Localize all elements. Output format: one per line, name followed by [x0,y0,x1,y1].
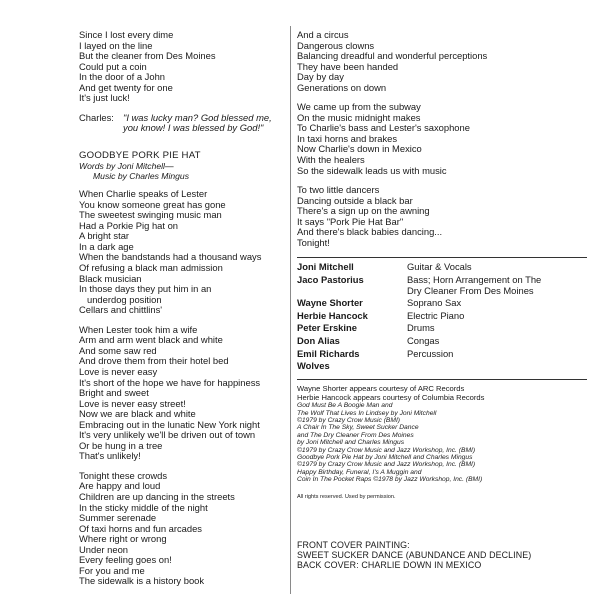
personnel-row [297,323,587,334]
musician-instrument: Electric Piano [407,309,465,321]
personnel-row [297,311,587,322]
lyric-line: It's just luck! [79,92,130,104]
lyric-line: In taxi horns and brakes [297,132,398,144]
left-stanza-3 [79,325,284,462]
cover-line: BACK COVER: CHARLIE DOWN IN MEXICO [297,560,482,571]
lyric-line: Dangerous clowns [297,39,375,51]
personnel-row [297,298,587,309]
musician-name: Wayne Shorter [297,297,363,309]
lyric-line: Love is never easy street! [79,397,186,409]
lyric-line: Now Charlie's down in Mexico [297,143,422,155]
personnel-row [297,361,587,372]
lyric-line: In the door of a John [79,71,166,83]
left-stanza-4 [79,471,284,587]
lyric-line: Love is never easy [79,365,158,377]
quote-speaker: Charles: [79,111,114,123]
lyric-line: So the sidewalk leads us with music [297,164,447,176]
musician-instrument: Percussion [407,347,454,359]
rights-notice: All rights reserved. Used by permission. [297,493,396,500]
personnel-row [297,275,587,296]
lyric-line: Since I lost every dime [79,29,174,40]
credit-music: Music by Charles Mingus [93,170,189,181]
musician-name: Peter Erskine [297,322,357,334]
lyric-line: They have been handed [297,60,399,72]
courtesy-line: Herbie Hancock appears courtesy of Columbia Records [297,392,485,402]
courtesy-rule [297,379,587,380]
lyric-line: Or be hung in a tree [79,439,163,451]
lyric-line: Had a Porkie Pig hat on [79,219,179,231]
lyric-line: There's a sign up on the awning [297,205,430,217]
lyric-line: Cellars and chittlins' [79,304,163,316]
publishing-line: Coin In The Pocket Raps ©1978 by Jazz Workshop, Inc. (BMI) [297,476,483,484]
right-stanza-1 [297,30,587,93]
musician-instrument: Congas [407,334,440,346]
lyric-line: And some saw red [79,344,157,356]
musician-instrument: Guitar & Vocals [407,261,472,273]
left-stanza-2 [79,189,284,316]
publishing-line: by Joni Mitchell and Charles Mingus [297,439,405,447]
lyric-line: When Charlie speaks of Lester [79,188,208,200]
publishing-line: A Chair In The Sky, Sweet Sucker Dance [297,424,419,432]
cover-line: FRONT COVER PAINTING: [297,539,410,550]
lyric-line: Dancing outside a black bar [297,194,413,206]
musician-instrument: Soprano Sax [407,297,462,309]
lyric-line: We came up from the subway [297,101,421,113]
lyric-line: To Charlie's bass and Lester's saxophone [297,122,470,134]
lyric-line: But the cleaner from Des Moines [79,50,216,62]
lyric-line: With the healers [297,154,365,166]
lyric-line: For you and me [79,564,145,576]
musician-name: Don Alias [297,334,340,346]
lyric-line: It's very unlikely we'll be driven out of town [79,429,256,441]
personnel-list [297,262,587,371]
personnel-row [297,349,587,360]
lyric-line: Day by day [297,71,344,83]
musician-name: Joni Mitchell [297,261,354,273]
quote-text [123,113,272,134]
quote-line: you know! I was blessed by God!" [123,122,264,134]
lyric-line: A bright star [79,230,130,242]
quote-line: "I was lucky man? God blessed me, [123,111,272,123]
right-column [297,30,587,570]
lyric-line: Summer serenade [79,512,157,524]
lyric-line: Balancing dreadful and wonderful perceptions [297,50,488,62]
lyric-line: Generations on down [297,81,387,93]
lyric-line: And a circus [297,29,349,40]
courtesy-line: Wayne Shorter appears courtesy of ARC Records [297,383,465,393]
cover-line: SWEET SUCKER DANCE (ABUNDANCE AND DECLINE) [297,549,532,560]
lyric-line: When the bandstands had a thousand ways [79,251,262,263]
lyric-line: In a dark age [79,240,134,252]
publishing-line: and The Dry Cleaner From Des Moines [297,431,414,439]
lyric-line: Of taxi horns and fun arcades [79,522,202,534]
lyric-line: Of refusing a black man admission [79,262,223,274]
publishing-line: The Wolf That Lives In Lindsey by Joni Mitchell [297,409,437,417]
musician-name: Jaco Pastorius [297,273,364,285]
lyric-line: Embracing out in the lunatic New York night [79,418,260,430]
cover-credits [297,540,587,571]
courtesy-notes [297,384,587,402]
lyric-line: That's unlikely! [79,450,141,462]
publishing-line: ©1979 by Crazy Crow Music (BMI) [297,416,401,424]
lyric-line: underdog position [87,293,162,305]
left-stanza-1 [79,30,284,104]
column-divider [290,26,291,594]
lyric-line: And drove them from their hotel bed [79,355,229,367]
lyric-line: In the sticky middle of the night [79,501,208,513]
lyric-line: Black musician [79,272,142,284]
lyric-line: Arm and arm went black and white [79,334,223,346]
lyric-line: In those days they put him in an [79,283,212,295]
lyric-line: The sidewalk is a history book [79,575,205,587]
musician-instrument: Drums [407,322,435,334]
credit-words: Words by Joni Mitchell— [79,161,174,172]
song-title: GOODBYE PORK PIE HAT [79,150,201,162]
lyric-line: Now we are black and white [79,408,196,420]
musician-name: Emil Richards [297,347,360,359]
publishing-line: God Must Be A Boogie Man and [297,402,393,410]
left-column [79,30,284,596]
publishing-credits [297,402,587,483]
lyric-line: And there's black babies dancing... [297,226,443,238]
musician-name: Herbie Hancock [297,309,368,321]
lyric-line: It says "Pork Pie Hat Bar" [297,215,404,227]
right-stanza-3 [297,185,587,248]
lyric-line: It's short of the hope we have for happiness [79,376,261,388]
charles-quote [79,113,284,134]
publishing-line: ©1979 by Crazy Crow Music and Jazz Workshop, Inc. (BMI) [297,461,476,469]
lyric-line: Tonight these crowds [79,469,168,481]
lyric-line: Tonight! [297,236,330,248]
musician-instrument [407,361,557,372]
lyric-line: I layed on the line [79,39,153,51]
lyric-line: To two little dancers [297,184,380,196]
lyric-line: You know someone great has gone [79,198,226,210]
lyric-line: Children are up dancing in the streets [79,490,235,502]
lyric-line: Every feeling goes on! [79,554,172,566]
publishing-line: Happy Birthday, Funeral, I's A Muggin and [297,468,422,476]
personnel-row [297,262,587,273]
publishing-line: ©1979 by Crazy Crow Music and Jazz Workshop, Inc. (BMI) [297,446,476,454]
right-stanza-2 [297,102,587,176]
personnel-row [297,336,587,347]
musician-name: Wolves [297,360,330,372]
musician-instrument: Bass; Horn Arrangement on The Dry Cleaner From Des Moines [407,273,542,296]
publishing-line: Goodbye Pork Pie Hat by Joni Mitchell and Charles Mingus [297,453,473,461]
lyric-line: Are happy and loud [79,480,161,492]
lyric-line: On the music midnight makes [297,111,421,123]
lyric-line: And get twenty for one [79,81,173,93]
lyric-line: Could put a coin [79,60,147,72]
lyric-line: The sweetest swinging music man [79,209,222,221]
lyric-line: Where right or wrong [79,533,167,545]
personnel-rule [297,257,587,258]
lyric-line: When Lester took him a wife [79,323,198,335]
lyric-line: Bright and sweet [79,387,149,399]
lyric-line: Under neon [79,543,128,555]
